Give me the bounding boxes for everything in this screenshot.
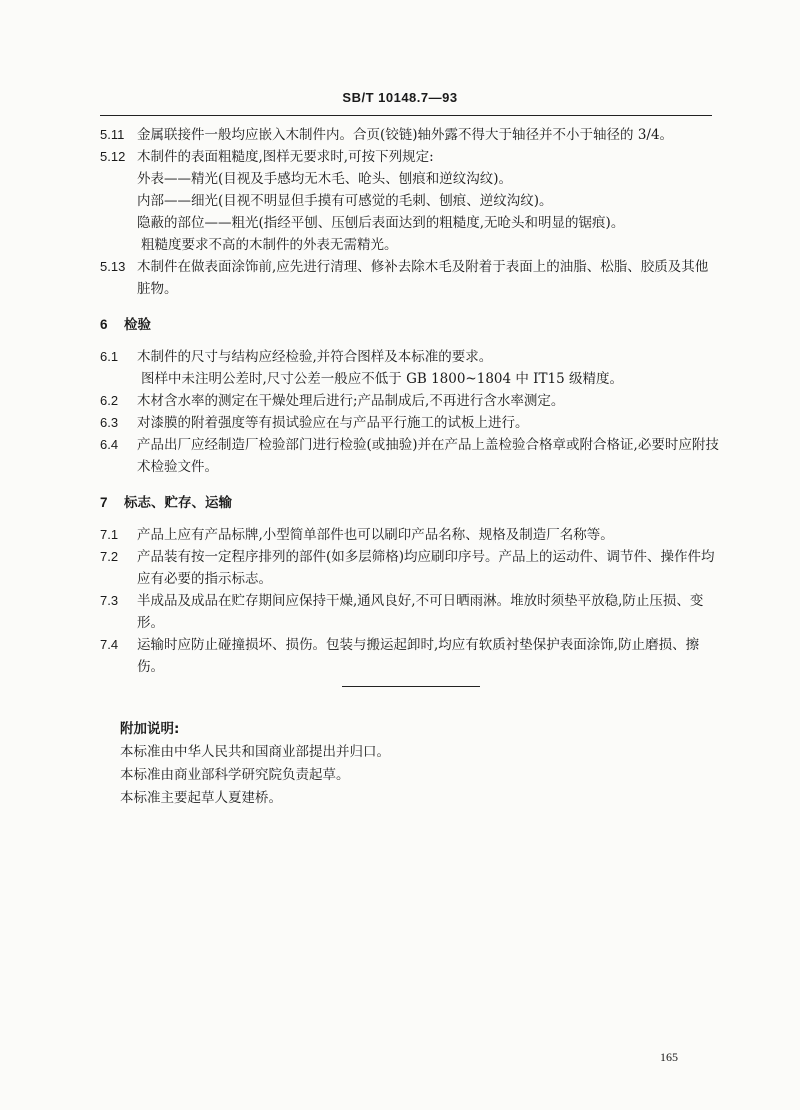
clause-number: 6.3	[100, 415, 119, 430]
clause-text: 木制件的尺寸与结构应经检验,并符合图样及本标准的要求。	[137, 349, 493, 365]
roughness-item-note: 粗糙度要求不高的木制件的外表无需精光。	[141, 237, 398, 253]
clause-7-3	[100, 590, 720, 634]
clause-5-11	[100, 124, 720, 146]
clause-6-1	[100, 346, 720, 368]
roughness-item-exterior: 外表——精光(目视及手感均无木毛、呛头、刨痕和逆纹沟纹)。	[137, 171, 513, 187]
clause-number: 7.2	[100, 549, 119, 564]
clause-6-1-note: 图样中未注明公差时,尺寸公差一般应不低于 GB 1800~1804 中 IT15 级精度。	[141, 371, 623, 387]
notes-title: 附加说明:	[120, 721, 180, 737]
clause-text: 木制件的表面粗糙度,图样无要求时,可按下列规定:	[137, 149, 434, 165]
clause-7-1	[100, 524, 720, 546]
note-line: 本标准主要起草人夏建桥。	[120, 790, 282, 806]
clause-number: 5.13	[100, 259, 126, 274]
clause-number: 6.1	[100, 349, 119, 364]
roughness-item-hidden: 隐蔽的部位——粗光(指经平刨、压刨后表面达到的粗糙度,无呛头和明显的锯痕)。	[137, 215, 625, 231]
section-title-text: 标志、贮存、运输	[124, 495, 232, 511]
document-body	[100, 124, 720, 678]
note-line: 本标准由中华人民共和国商业部提出并归口。	[120, 744, 390, 760]
clause-number: 7.4	[100, 637, 119, 652]
clause-text: 木制件在做表面涂饰前,应先进行清理、修补去除木毛及附着于表面上的油脂、松脂、胶质及其他脏物。	[137, 259, 709, 297]
clause-6-3	[100, 412, 720, 434]
additional-notes	[120, 718, 680, 810]
roughness-item-interior: 内部——细光(目视不明显但手摸有可感觉的毛刺、刨痕、逆纹沟纹)。	[137, 193, 553, 209]
clause-number: 7.1	[100, 527, 119, 542]
section-number: 6	[100, 317, 108, 332]
clause-text: 产品出厂应经制造厂检验部门进行检验(或抽验)并在产品上盖检验合格章或附合格证,必要时应附技术检验文件。	[137, 437, 719, 475]
clause-5-12	[100, 146, 720, 168]
clause-number: 7.3	[100, 593, 119, 608]
clause-text: 木材含水率的测定在干燥处理后进行;产品制成后,不再进行含水率测定。	[137, 393, 565, 409]
note-line: 本标准由商业部科学研究院负责起草。	[120, 767, 350, 783]
page-number: 165	[660, 1050, 678, 1064]
clause-number: 5.11	[100, 127, 125, 142]
clause-text: 金属联接件一般均应嵌入木制件内。合页(铰链)轴外露不得大于轴径并不小于轴径的 3/4。	[137, 127, 674, 143]
clause-number: 6.4	[100, 437, 119, 452]
clause-5-13	[100, 256, 720, 300]
clause-7-4	[100, 634, 720, 678]
clause-text: 产品上应有产品标牌,小型简单部件也可以刷印产品名称、规格及制造厂名称等。	[137, 527, 614, 543]
standard-code-header: SB/T 10148.7—93	[342, 90, 458, 105]
section-6-title	[100, 314, 720, 336]
clause-text: 产品装有按一定程序排列的部件(如多层筛格)均应刷印序号。产品上的运动件、调节件、操作件均应有必要的指示标志。	[137, 549, 715, 587]
section-7-title	[100, 492, 720, 514]
clause-text: 半成品及成品在贮存期间应保持干燥,通风良好,不可日晒雨淋。堆放时须垫平放稳,防止压损、变形。	[137, 593, 704, 631]
clause-6-4	[100, 434, 720, 478]
section-title-text: 检验	[124, 317, 151, 333]
clause-text: 对漆膜的附着强度等有损试验应在与产品平行施工的试板上进行。	[137, 415, 529, 431]
section-number: 7	[100, 495, 108, 510]
clause-7-2	[100, 546, 720, 590]
header-rule	[100, 115, 712, 116]
clause-6-2	[100, 390, 720, 412]
end-of-text-rule	[342, 686, 480, 687]
clause-text: 运输时应防止碰撞损坏、损伤。包装与搬运起卸时,均应有软质衬垫保护表面涂饰,防止磨损、擦伤。	[137, 637, 700, 675]
clause-number: 5.12	[100, 149, 126, 164]
clause-number: 6.2	[100, 393, 119, 408]
